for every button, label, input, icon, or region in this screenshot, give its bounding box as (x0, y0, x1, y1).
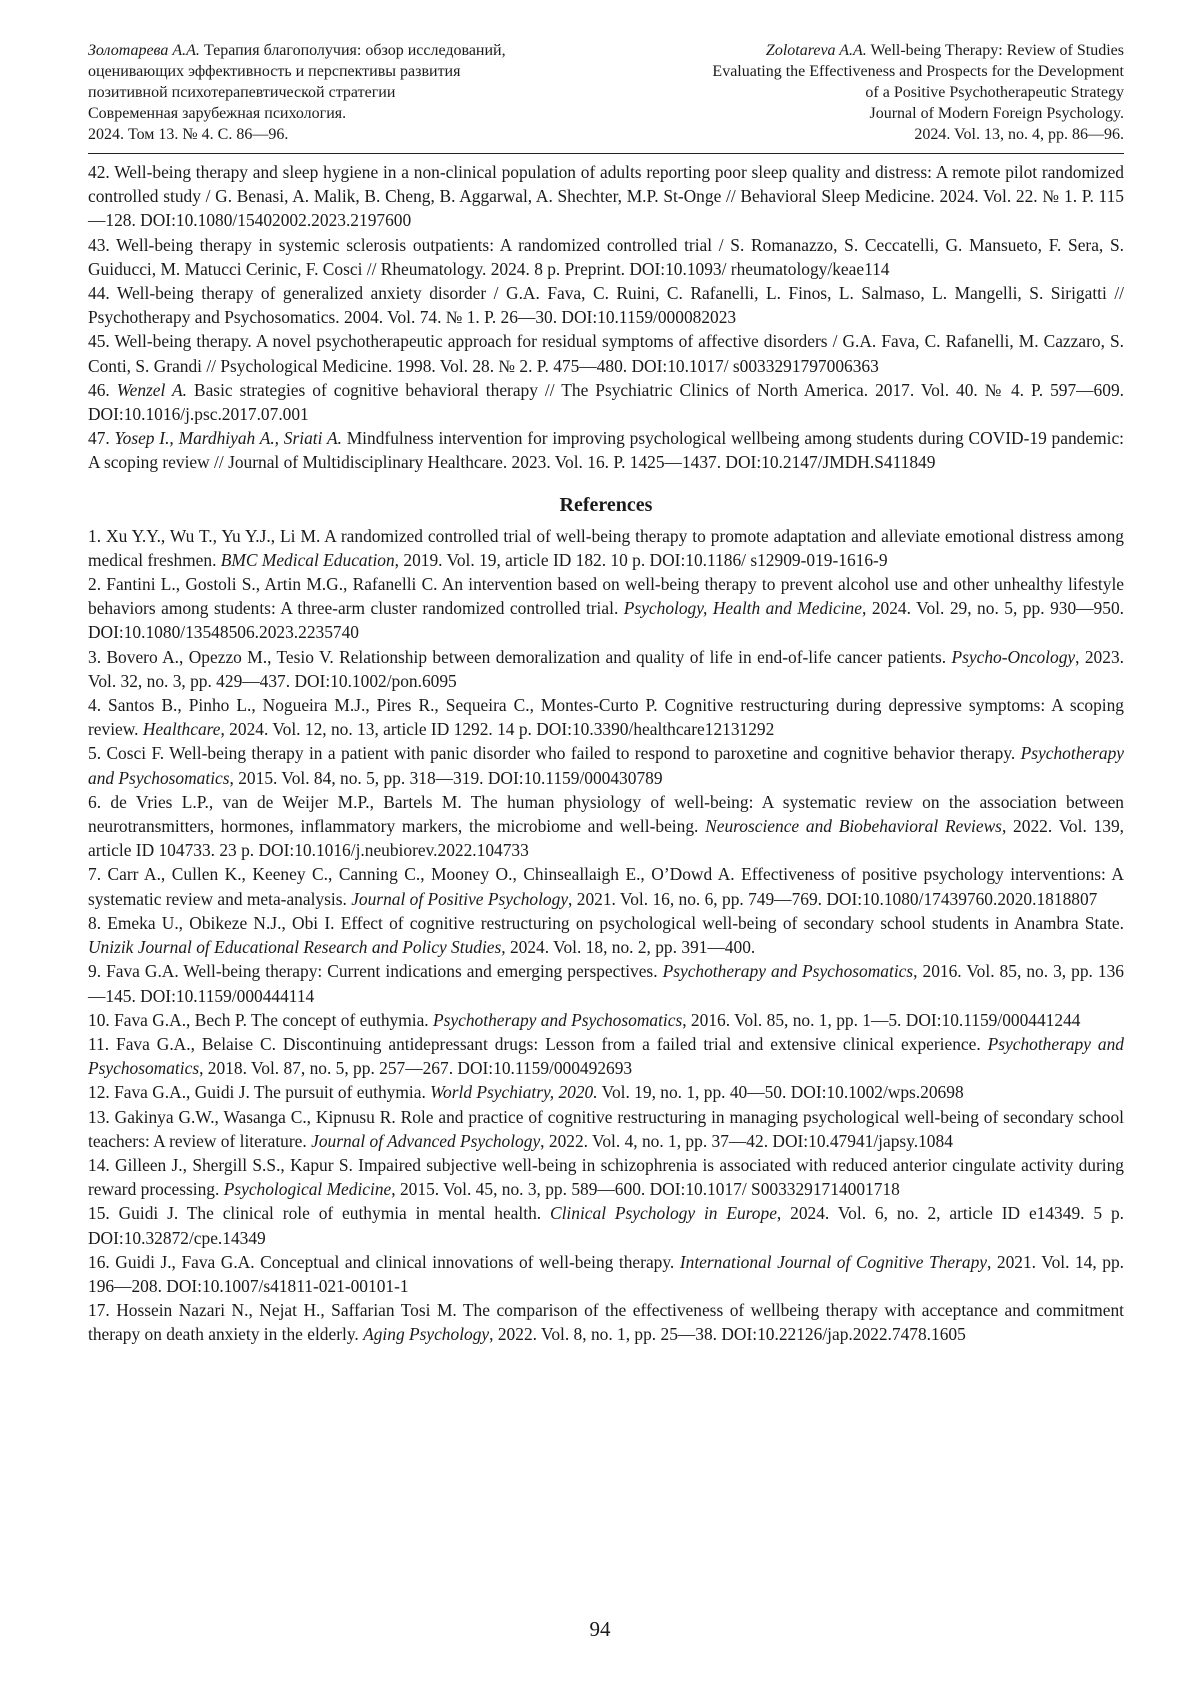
reference-item (88, 1201, 1124, 1249)
reference-details: , 2022. Vol. 4, no. 1, pp. 37—42. DOI:10.47941/japsy.1084 (540, 1131, 953, 1151)
running-header (88, 40, 1124, 145)
reference-text: 3. Bovero A., Opezzo M., Tesio V. Relationship between demoralization and quality of life in end-of-life cancer patients. (88, 647, 951, 667)
reference-text: 15. Guidi J. The clinical role of euthymia in mental health. (88, 1203, 550, 1223)
reference-text: 7. Carr A., Cullen K., Keeney C., Canning C., Mooney O., Chinseallaigh E., O’Dowd A. Effectiveness of positive psychology interventions: A systematic review and meta-analysis. (88, 864, 1124, 908)
reference-details: 2024. Vol. 18, no. 2, pp. 391—400. (506, 937, 756, 957)
reference-journal: International Journal of Cognitive Therapy (680, 1252, 987, 1272)
reference-text: 11. Fava G.A., Belaise C. Discontinuing antidepressant drugs: Lesson from a failed trial and extensive clinical experience. (88, 1034, 988, 1054)
reference-text: 2. Fantini L., Gostoli S., Artin M.G., Rafanelli C. An intervention based on well-being therapy to prevent alcohol use and other unhealthy lifestyle behaviors among students: A three-arm cluster randomized controlled trial. (88, 574, 1124, 618)
reference-details: , 2024. Vol. 12, no. 13, article ID 1292. 14 p. DOI:10.3390/healthcare12131292 (220, 719, 774, 739)
references-heading: References (88, 493, 1124, 517)
reference-46-number: 46. (88, 380, 117, 400)
reference-item (88, 1153, 1124, 1201)
reference-item (88, 693, 1124, 741)
reference-text: 16. Guidi J., Fava G.A. Conceptual and clinical innovations of well-being therapy. (88, 1252, 680, 1272)
reference-item (88, 1032, 1124, 1080)
reference-journal: Neuroscience and Biobehavioral Reviews (705, 816, 1002, 836)
header-right (614, 40, 1124, 145)
reference-item (88, 1080, 1124, 1104)
header-right-author: Zolotareva A.A. (766, 42, 867, 59)
reference-journal: Journal of Advanced Psychology (311, 1131, 540, 1151)
reference-47-text: Mindfulness intervention for improving psychological wellbeing among students during COVID-19 pandemic: A scoping review // Journal of Multidisciplinary Healthcare. 2023. Vol. 16. P. 1425—1437. DOI:10.2147/JMDH.S411849 (88, 428, 1124, 472)
reference-journal: Unizik Journal of Educational Research and Policy Studies, (88, 937, 506, 957)
reference-journal: Aging Psychology (363, 1324, 489, 1344)
header-left-author: Золотарева А.А. (88, 42, 200, 59)
reference-journal: Psychological Medicine (224, 1179, 392, 1199)
reference-item (88, 790, 1124, 863)
reference-details: , 2021. Vol. 14, pp. 196—208. DOI:10.1007/s41811-021-00101-1 (88, 1252, 1124, 1296)
reference-47-author: Yosep I., Mardhiyah A., Sriati A. (115, 428, 342, 448)
reference-journal: Journal of Positive Psychology (351, 889, 568, 909)
reference-text: 5. Cosci F. Well-being therapy in a patient with panic disorder who failed to respond to paroxetine and cognitive behavior therapy. (88, 743, 1021, 763)
reference-text: 9. Fava G.A. Well-being therapy: Current indications and emerging perspectives. (88, 961, 663, 981)
reference-text: 17. Hossein Nazari N., Nejat H., Saffarian Tosi M. The comparison of the effectiveness of wellbeing therapy with acceptance and commitment therapy on death anxiety in the elderly. (88, 1300, 1124, 1344)
reference-details: , 2022. Vol. 139, article ID 104733. 23 p. DOI:10.1016/j.neubiorev.2022.104733 (88, 816, 1124, 860)
reference-47-number: 47. (88, 428, 115, 448)
reference-details: , 2024. Vol. 6, no. 2, article ID e14349. 5 p. DOI:10.32872/cpe.14349 (88, 1203, 1124, 1247)
reference-text: 6. de Vries L.P., van de Weijer M.P., Bartels M. The human physiology of well-being: A systematic review on the association between neurotransmitters, hormones, inflammatory markers, the microbiome and well-being. (88, 792, 1124, 836)
reference-details: , 2015. Vol. 84, no. 5, pp. 318—319. DOI:10.1159/000430789 (230, 768, 663, 788)
reference-46-text: Basic strategies of cognitive behavioral therapy // The Psychiatric Clinics of North America. 2017. Vol. 40. № 4. P. 597—609. DOI:10.1016/j.psc.2017.07.001 (88, 380, 1124, 424)
reference-item (88, 1008, 1124, 1032)
header-divider (88, 153, 1124, 154)
header-right-journal: Journal of Modern Foreign Psychology. (614, 103, 1124, 124)
header-left (88, 40, 608, 145)
header-right-issue: 2024. Vol. 13, no. 4, pp. 86—96. (614, 124, 1124, 145)
reference-details: Vol. 19, no. 1, pp. 40—50. DOI:10.1002/wps.20698 (598, 1082, 964, 1102)
reference-text: 1. Xu Y.Y., Wu T., Yu Y.J., Li M. A randomized controlled trial of well-being therapy to promote adaptation and alleviate emotional distress among medical freshmen. (88, 526, 1124, 570)
reference-45: 45. Well-being therapy. A novel psychotherapeutic approach for residual symptoms of affective disorders / G.A. Fava, C. Rafanelli, M. Cazzaro, S. Conti, S. Grandi // Psychological Medicine. 1998. Vol. 28. № 2. P. 475—480. DOI:10.1017/ s0033291797006363 (88, 329, 1124, 377)
reference-journal: BMC Medical Education (221, 550, 395, 570)
reference-43: 43. Well-being therapy in systemic sclerosis outpatients: A randomized controlled trial / S. Romanazzo, S. Ceccatelli, G. Mansueto, F. Sera, S. Guiducci, M. Matucci Cerinic, F. Cosci // Rheumatology. 2024. 8 p. Preprint. DOI:10.1093/ rheumatology/keae114 (88, 233, 1124, 281)
reference-text: 8. Emeka U., Obikeze N.J., Obi I. Effect of cognitive restructuring on psychological well-being of secondary school students in Anambra State. (88, 913, 1124, 933)
reference-details: , 2023. Vol. 32, no. 3, pp. 429—437. DOI:10.1002/pon.6095 (88, 647, 1124, 691)
reference-item (88, 572, 1124, 645)
reference-journal: Healthcare (143, 719, 221, 739)
reference-46 (88, 378, 1124, 426)
reference-item (88, 741, 1124, 789)
reference-journal: Psychotherapy and Psychosomatics (433, 1010, 682, 1030)
reference-item (88, 862, 1124, 910)
header-right-title-2: Evaluating the Effectiveness and Prospects for the Development (614, 61, 1124, 82)
reference-item (88, 645, 1124, 693)
reference-journal: Clinical Psychology in Europe (550, 1203, 777, 1223)
header-left-issue: 2024. Том 13. № 4. С. 86—96. (88, 124, 608, 145)
reference-details: , 2021. Vol. 16, no. 6, pp. 749—769. DOI:10.1080/17439760.2020.1818807 (568, 889, 1097, 909)
reference-item (88, 1105, 1124, 1153)
reference-journal: Psychotherapy and Psychosomatics (663, 961, 914, 981)
page (88, 40, 1124, 1347)
reference-details: , 2015. Vol. 45, no. 3, pp. 589—600. DOI:10.1017/ S0033291714001718 (391, 1179, 900, 1199)
header-left-title-2: оценивающих эффективность и перспективы развития (88, 61, 608, 82)
reference-text: 4. Santos B., Pinho L., Nogueira M.J., Pires R., Sequeira C., Montes-Curto P. Cognitive restructuring during depressive symptoms: A scoping review. (88, 695, 1124, 739)
header-right-title-3: of a Positive Psychotherapeutic Strategy (614, 82, 1124, 103)
reference-item (88, 911, 1124, 959)
reference-item (88, 959, 1124, 1007)
header-left-journal: Современная зарубежная психология. (88, 103, 608, 124)
reference-item (88, 1250, 1124, 1298)
reference-details: , 2019. Vol. 19, article ID 182. 10 p. DOI:10.1186/ s12909-019-1616-9 (395, 550, 888, 570)
literature-list-continued (88, 160, 1124, 475)
reference-details: , 2024. Vol. 29, no. 5, pp. 930—950. DOI:10.1080/13548506.2023.2235740 (88, 598, 1124, 642)
header-left-title-3: позитивной психотерапевтической стратегии (88, 82, 608, 103)
reference-details: , 2016. Vol. 85, no. 1, pp. 1—5. DOI:10.1159/000441244 (682, 1010, 1080, 1030)
reference-47 (88, 426, 1124, 474)
reference-journal: Psycho-Oncology (951, 647, 1075, 667)
reference-text: 13. Gakinya G.W., Wasanga C., Kipnusu R. Role and practice of cognitive restructuring in managing psychological well-being of secondary school teachers: A review of literature. (88, 1107, 1124, 1151)
references-list (88, 524, 1124, 1347)
reference-42: 42. Well-being therapy and sleep hygiene in a non-clinical population of adults reporting poor sleep quality and distress: A remote pilot randomized controlled study / G. Benasi, A. Malik, B. Cheng, B. Aggarwal, A. Shechter, M.P. St-Onge // Behavioral Sleep Medicine. 2024. Vol. 22. № 1. P. 115—128. DOI:10.1080/15402002.2023.2197600 (88, 160, 1124, 233)
reference-journal: Psychology, Health and Medicine (624, 598, 862, 618)
reference-journal: World Psychiatry, 2020. (430, 1082, 597, 1102)
header-right-title-1: Well-being Therapy: Review of Studies (867, 42, 1124, 59)
reference-details: , 2018. Vol. 87, no. 5, pp. 257—267. DOI:10.1159/000492693 (199, 1058, 632, 1078)
reference-text: 10. Fava G.A., Bech P. The concept of euthymia. (88, 1010, 433, 1030)
reference-text: 14. Gilleen J., Shergill S.S., Kapur S. Impaired subjective well-being in schizophrenia is associated with reduced anterior cingulate activity during reward processing. (88, 1155, 1124, 1199)
reference-details: , 2016. Vol. 85, no. 3, pp. 136—145. DOI:10.1159/000444114 (88, 961, 1124, 1005)
reference-details: , 2022. Vol. 8, no. 1, pp. 25—38. DOI:10.22126/jap.2022.7478.1605 (489, 1324, 966, 1344)
page-number: 94 (0, 1617, 1200, 1642)
reference-item (88, 524, 1124, 572)
reference-44: 44. Well-being therapy of generalized anxiety disorder / G.A. Fava, C. Ruini, C. Rafanelli, L. Finos, L. Salmaso, L. Mangelli, S. Sirigatti // Psychotherapy and Psychosomatics. 2004. Vol. 74. № 1. P. 26—30. DOI:10.1159/000082023 (88, 281, 1124, 329)
reference-journal: Psychotherapy and Psychosomatics (88, 1034, 1124, 1078)
reference-item (88, 1298, 1124, 1346)
header-left-title-1: Терапия благополучия: обзор исследований, (200, 42, 506, 59)
reference-46-author: Wenzel A. (117, 380, 187, 400)
reference-text: 12. Fava G.A., Guidi J. The pursuit of euthymia. (88, 1082, 430, 1102)
reference-journal: Psychotherapy and Psychosomatics (88, 743, 1124, 787)
